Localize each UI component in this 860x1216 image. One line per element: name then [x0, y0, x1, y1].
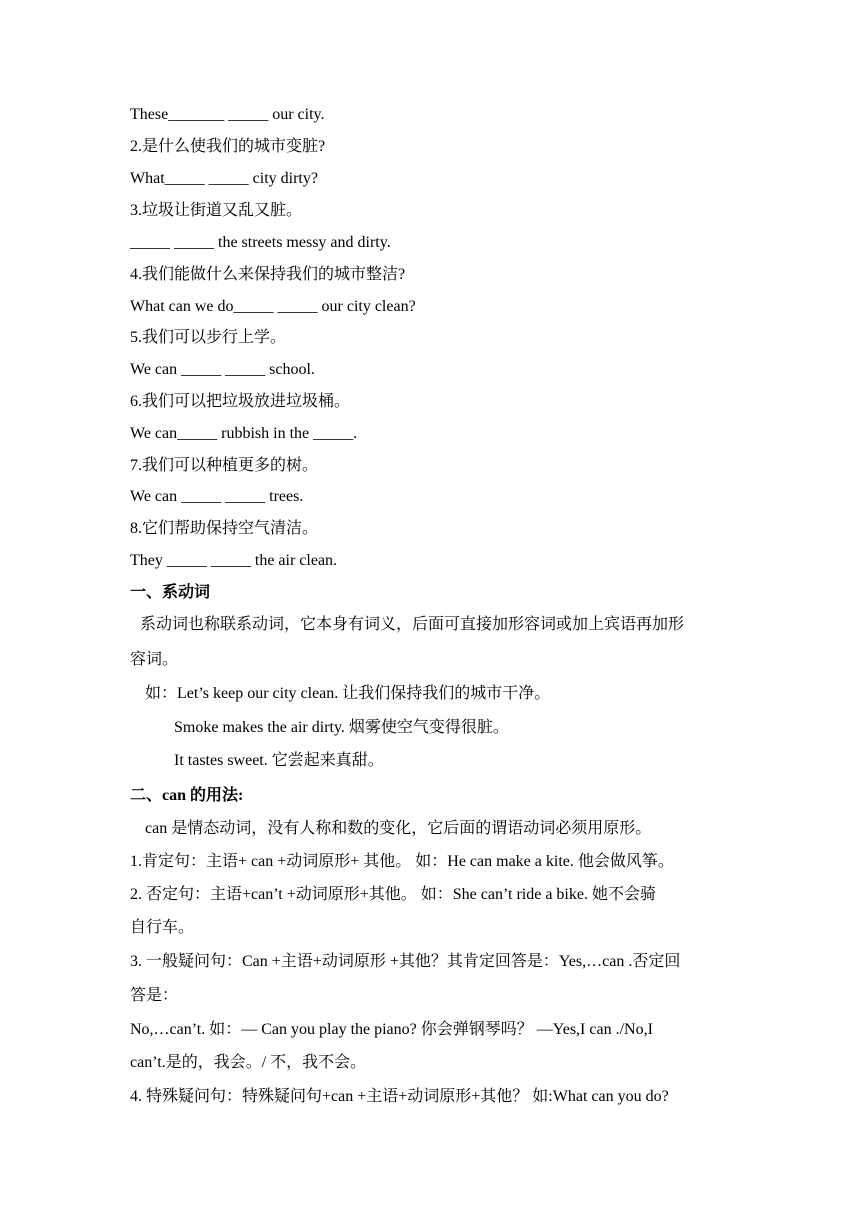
rule-question: 3. 一般疑问句：Can +主语+动词原形 +其他？其肯定回答是：Yes,…can .否定回: [130, 953, 681, 970]
exercise-line: We can _____ _____ trees.: [130, 488, 304, 505]
exercise-line: We can_____ rubbish in the _____.: [130, 425, 358, 442]
exercise-line: _____ _____ the streets messy and dirty.: [130, 234, 391, 251]
exercise-line: We can _____ _____ school.: [130, 361, 315, 378]
exercise-line: 8.它们帮助保持空气清洁。: [130, 520, 319, 537]
rule-question-cont: can’t.是的，我会。/ 不，我不会。: [130, 1054, 367, 1071]
section-heading-can-usage: 二、can 的用法:: [130, 787, 244, 804]
example-line: It tastes sweet. 它尝起来真甜。: [174, 752, 384, 769]
exercise-line: 5.我们可以步行上学。: [130, 329, 287, 346]
exercise-line: 4.我们能做什么来保持我们的城市整洁?: [130, 266, 406, 283]
section1-description: 系动词也称联系动词，它本身有词义，后面可直接加形容词或加上宾语再加形: [140, 616, 685, 633]
example-line: 如：Let’s keep our city clean. 让我们保持我们的城市干净。: [145, 685, 551, 702]
exercise-line: What_____ _____ city dirty?: [130, 170, 318, 187]
rule-question-cont: No,…can’t. 如：— Can you play the piano? 你会弹钢琴吗？ —Yes,I can ./No,I: [130, 1021, 653, 1038]
section1-description-cont: 容词。: [130, 651, 179, 668]
exercise-line: These_______ _____ our city.: [130, 106, 325, 123]
rule-wh-question: 4. 特殊疑问句：特殊疑问句+can +主语+动词原形+其他？ 如:What can you do?: [130, 1088, 669, 1105]
exercise-line: 2.是什么使我们的城市变脏?: [130, 138, 326, 155]
rule-affirmative: 1.肯定句：主语+ can +动词原形+ 其他。 如：He can make a kite. 他会做风筝。: [130, 853, 674, 870]
exercise-line: What can we do_____ _____ our city clean?: [130, 298, 416, 315]
section2-intro: can 是情态动词，没有人称和数的变化，它后面的谓语动词必须用原形。: [145, 820, 652, 837]
exercise-line: 3.垃圾让街道又乱又脏。: [130, 202, 303, 219]
exercise-line: 7.我们可以种植更多的树。: [130, 457, 319, 474]
section-heading-linking-verbs: 一、系动词: [130, 584, 211, 601]
rule-negative: 2. 否定句：主语+can’t +动词原形+其他。 如：She can’t ride a bike. 她不会骑: [130, 886, 656, 903]
exercise-line: 6.我们可以把垃圾放进垃圾桶。: [130, 393, 351, 410]
exercise-line: They _____ _____ the air clean.: [130, 552, 338, 569]
rule-negative-cont: 自行车。: [130, 919, 195, 936]
example-line: Smoke makes the air dirty. 烟雾使空气变得很脏。: [174, 719, 509, 736]
rule-question-cont: 答是：: [130, 987, 179, 1004]
